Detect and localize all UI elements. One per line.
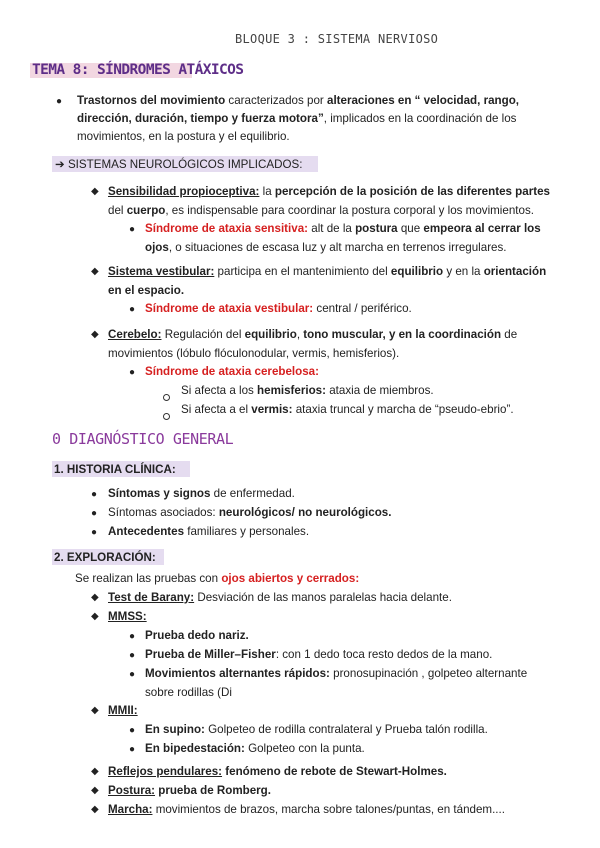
diamond-bullet-icon: ◆ (91, 611, 99, 622)
bullet-icon: ● (129, 631, 136, 642)
sens-line-2: del cuerpo, es indispensable para coordinar la postura corporal y los movimientos. (108, 204, 534, 217)
historia-item-3: Antecedentes familiares y personales. (108, 525, 310, 538)
historia-item-1: Síntomas y signos de enfermedad. (108, 487, 295, 500)
mmss-item-1: Prueba dedo nariz. (145, 629, 249, 642)
vest-line-1: Sistema vestibular: participa en el mantenimiento del equilibrio y en la orientación (108, 265, 547, 278)
historia-heading: 1. HISTORIA CLÍNICA: (54, 463, 176, 476)
intro-line-1: Trastornos del movimiento caracterizados por alteraciones en “ velocidad, rango, (77, 94, 520, 107)
bullet-icon: ● (91, 508, 98, 519)
circle-bullet-icon (163, 388, 170, 406)
diamond-bullet-icon: ◆ (91, 266, 99, 277)
cereb-sub-label: Síndrome de ataxia cerebelosa: (145, 365, 319, 378)
postura-line: Postura: prueba de Romberg. (108, 784, 271, 797)
diagnostico-title: 0 DIAGNÓSTICO GENERAL (52, 430, 234, 448)
mmss-item-3: Movimientos alternantes rápidos: pronosupinación , golpeteo alternante (145, 667, 528, 680)
mmii-item-1: En supino: Golpeteo de rodilla contralateral y Prueba talón rodilla. (145, 723, 488, 736)
page-header: BLOQUE 3 : SISTEMA NERVIOSO (235, 32, 439, 46)
vest-line-2: en el espacio. (108, 284, 185, 297)
bullet-icon: ● (129, 367, 136, 378)
mmss-item-3-cont: sobre rodillas (Di (145, 686, 232, 699)
diamond-bullet-icon: ◆ (91, 804, 99, 815)
bullet-icon: ● (56, 96, 63, 107)
tema-title: TEMA 8: SÍNDROMES ATÁXICOS (32, 62, 244, 78)
diamond-bullet-icon: ◆ (91, 186, 99, 197)
marcha-line: Marcha: movimientos de brazos, marcha sobre talones/puntas, en tándem.... (108, 803, 505, 816)
cereb-line-1: Cerebelo: Regulación del equilibrio, tono muscular, y en la coordinación de (108, 328, 518, 341)
diamond-bullet-icon: ◆ (91, 592, 99, 603)
diamond-bullet-icon: ◆ (91, 329, 99, 340)
mmii-item-2: En bipedestación: Golpeteo con la punta. (145, 742, 365, 755)
intro-line-3: movimientos, en la postura y el equilibrio. (77, 130, 290, 143)
reflejos-line: Reflejos pendulares: fenómeno de rebote de Stewart-Holmes. (108, 765, 447, 778)
barany-line: Test de Barany: Desviación de las manos paralelas hacia delante. (108, 591, 452, 604)
diamond-bullet-icon: ◆ (91, 705, 99, 716)
cereb-line-2: movimientos (lóbulo flóculonodular, vermis, hemisferios). (108, 347, 400, 360)
exploracion-intro: Se realizan las pruebas con ojos abiertos y cerrados: (75, 572, 360, 585)
mmss-item-2: Prueba de Miller–Fisher: con 1 dedo toca resto dedos de la mano. (145, 648, 493, 661)
bullet-icon: ● (129, 650, 136, 661)
bullet-icon: ● (129, 744, 136, 755)
bullet-icon: ● (129, 669, 136, 680)
bullet-icon: ● (129, 224, 136, 235)
circle-bullet-icon (163, 407, 170, 425)
sens-line-1: Sensibilidad propioceptiva: la percepción de la posición de las diferentes partes (108, 185, 550, 198)
historia-item-2: Síntomas asociados: neurológicos/ no neurológicos. (108, 506, 392, 519)
mmss-label: MMSS: (108, 610, 147, 623)
diamond-bullet-icon: ◆ (91, 766, 99, 777)
exploracion-heading: 2. EXPLORACIÓN: (54, 551, 156, 564)
bullet-icon: ● (91, 489, 98, 500)
sistemas-heading: ➔ SISTEMAS NEUROLÓGICOS IMPLICADOS: (55, 158, 303, 171)
intro-line-2: dirección, duración, tiempo y fuerza motora”, implicados en la coordinación de los (77, 112, 517, 125)
vest-sub-line: Síndrome de ataxia vestibular: central / periférico. (145, 302, 412, 315)
bullet-icon: ● (129, 725, 136, 736)
diamond-bullet-icon: ◆ (91, 785, 99, 796)
mmii-label: MMII: (108, 704, 138, 717)
sens-sub-line-1: Síndrome de ataxia sensitiva: alt de la postura que empeora al cerrar los (145, 222, 541, 235)
arrow-right-icon: ➔ (55, 158, 65, 171)
sens-sub-line-2: ojos, o situaciones de escasa luz y alt marcha en terrenos irregulares. (145, 241, 507, 254)
cereb-circle-2: Si afecta a el vermis: ataxia truncal y marcha de “pseudo-ebrio”. (181, 403, 514, 416)
cereb-circle-1: Si afecta a los hemisferios: ataxia de miembros. (181, 384, 434, 397)
bullet-icon: ● (129, 304, 136, 315)
bullet-icon: ● (91, 527, 98, 538)
